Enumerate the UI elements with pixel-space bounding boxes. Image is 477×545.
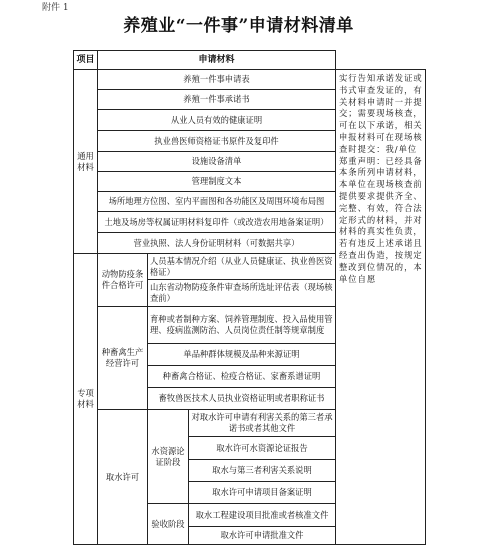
group-animal-epidemic: 动物防疫条件合格许可 xyxy=(98,254,148,307)
table-row: 对取水许可申请有利害关系的第三者承诺书或者其他文件 xyxy=(189,410,336,437)
table-row: 育种或者制种方案、饲养管理制度、投入品使用管理、疫病监测防治、人员岗位责任制等规章制度 xyxy=(148,307,336,344)
attachment-label: 附件 1 xyxy=(42,3,69,13)
table-row: 场所地理方位图、室内平面图和各功能区及周围环境布局图 xyxy=(98,192,336,212)
commitment-note: 实行告知承诺发证或书式审查发证的，有关材料申请时一并提交；需要现场核查，可在以下承诺，相关申报材料可在现场核查时提交：我/单位郑重声明：已经具备本条所列申请材料，本单位在现场核查前提供要求提供齐全、完整、有效，符合法定形式的材料，并对材料的真实性负责，若有违反上述承诺且经查出伪造，按规定整改到位情况的，本单位自愿 xyxy=(336,70,426,545)
page-title: 养殖业“一件事”申请材料清单 xyxy=(123,16,354,36)
table-row: 取水与第三者利害关系说明 xyxy=(189,460,336,482)
materials-table xyxy=(73,50,426,545)
group-breeding: 种畜禽生产经营许可 xyxy=(98,307,148,410)
table-row: 种畜禽合格证、检疫合格证、家畜系谱证明 xyxy=(148,366,336,388)
table-row: 营业执照、法人身份证明材料（可数据共享） xyxy=(98,233,336,254)
table-row: 取水工程建设项目批准或者核准文件 xyxy=(189,504,336,527)
table-row: 人员基本情况介绍（从业人员健康证、执业兽医资格证） xyxy=(148,254,336,280)
subgroup-acceptance: 验收阶段 xyxy=(148,504,189,545)
header-item: 项目 xyxy=(74,51,98,70)
table-row: 管理制度文本 xyxy=(98,172,336,192)
table-row: 从业人员有效的健康证明 xyxy=(98,110,336,131)
table-row: 土地及场房等权属证明材料复印件（或改造农用地备案证明） xyxy=(98,212,336,233)
general-label: 通用材料 xyxy=(74,70,98,254)
header-materials: 申请材料 xyxy=(98,51,336,70)
special-label: 专项材料 xyxy=(74,254,98,545)
table-row: 设施设备清单 xyxy=(98,152,336,172)
group-water: 取水许可 xyxy=(98,410,148,545)
table-row: 执业兽医师资格证书原件及复印件 xyxy=(98,131,336,152)
table-row: 养殖一件事承诺书 xyxy=(98,90,336,110)
table-row: 山东省动物防疫条件审查场所选址评估表（现场核查前） xyxy=(148,280,336,307)
table-row: 取水许可申请批准文件 xyxy=(189,527,336,545)
subgroup-water-assessment: 水资源论证阶段 xyxy=(148,410,189,504)
table-row: 取水许可水资源论证报告 xyxy=(189,437,336,460)
table-row: 单品种群体规模及品种来源证明 xyxy=(148,344,336,366)
table-row: 畜牧兽医技术人员执业资格证明或者职称证书 xyxy=(148,388,336,410)
table-row: 养殖一件事申请表 xyxy=(98,70,336,90)
table-row: 取水许可申请项目备案证明 xyxy=(189,482,336,504)
